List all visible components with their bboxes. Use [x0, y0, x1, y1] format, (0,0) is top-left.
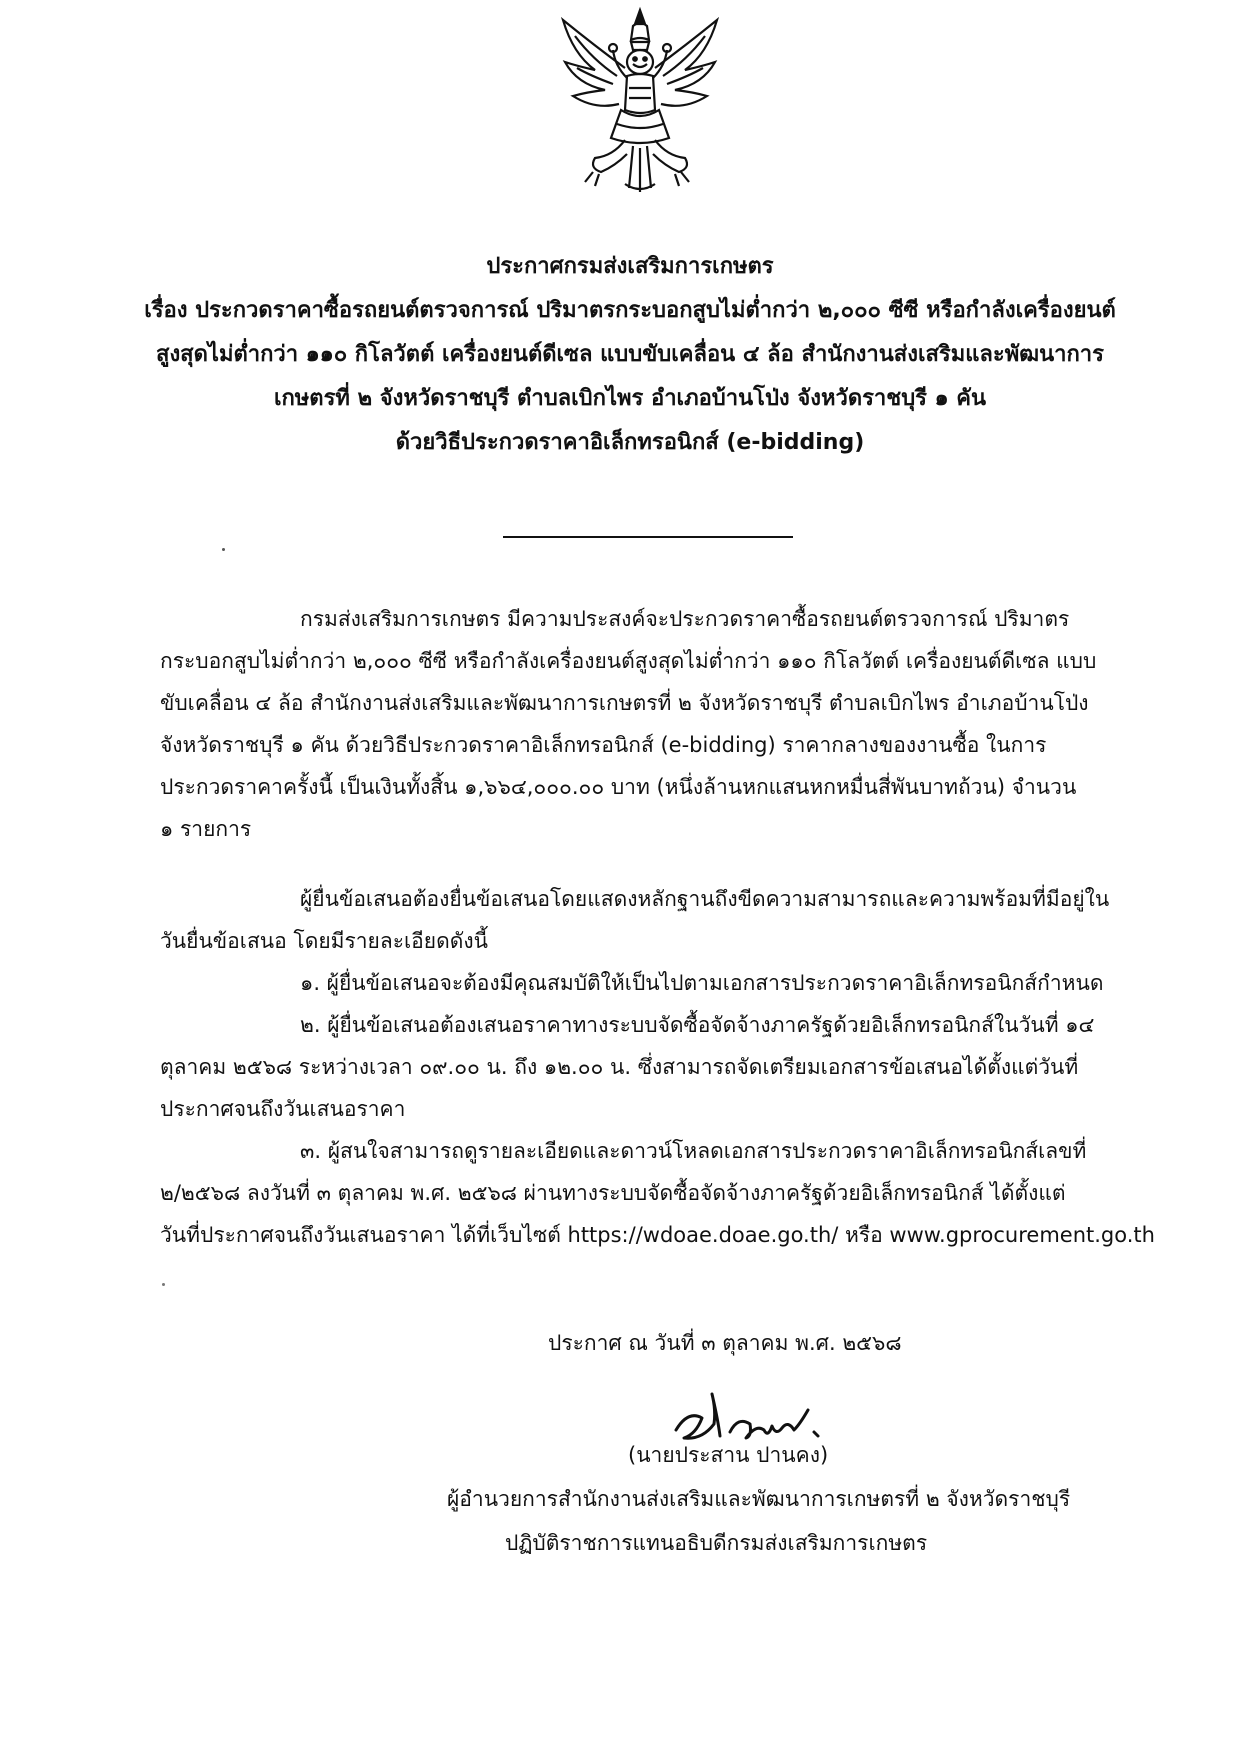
title-divider	[503, 536, 793, 538]
signatory-position: ผู้อำนวยการสำนักงานส่งเสริมและพัฒนาการเกษตรที่ ๒ จังหวัดราชบุรี	[447, 1487, 1071, 1511]
text-line: ๓. ผู้สนใจสามารถดูรายละเอียดและดาวน์โหลดเอกสารประกวดราคาอิเล็กทรอนิกส์เลขที่	[300, 1139, 1087, 1163]
item-2	[160, 1004, 1150, 1130]
subject-line: เรื่อง ประกวดราคาซื้อรถยนต์ตรวจการณ์ ปริมาตรกระบอกสูบไม่ต่ำกว่า ๒,๐๐๐ ซีซี หรือกำลังเครื่องยนต์	[144, 298, 1116, 323]
subject-line: สูงสุดไม่ต่ำกว่า ๑๑๐ กิโลวัตต์ เครื่องยนต์ดีเซล แบบขับเคลื่อน ๔ ล้อ สำนักงานส่งเสริมและพัฒนาการ	[156, 342, 1104, 367]
text-line: ๑. ผู้ยื่นข้อเสนอจะต้องมีคุณสมบัติให้เป็นไปตามเอกสารประกวดราคาอิเล็กทรอนิกส์กำหนด	[300, 971, 1104, 995]
announcement-date: ประกาศ ณ วันที่ ๓ ตุลาคม พ.ศ. ๒๕๖๘	[548, 1331, 902, 1355]
scan-speck	[162, 1283, 165, 1286]
signatory-name: (นายประสาน ปานคง)	[628, 1443, 829, 1467]
text-line: จังหวัดราชบุรี ๑ คัน ด้วยวิธีประกวดราคาอิเล็กทรอนิกส์ (e-bidding) ราคากลางของงานซื้อ ในการ	[160, 733, 1047, 757]
text-line: ประกวดราคาครั้งนี้ เป็นเงินทั้งสิ้น ๑,๖๖๔,๐๐๐.๐๐ บาท (หนึ่งล้านหกแสนหกหมื่นสี่พันบาทถ้วน) จำนวน	[160, 775, 1077, 799]
text-line: ผู้ยื่นข้อเสนอต้องยื่นข้อเสนอโดยแสดงหลักฐานถึงขีดความสามารถและความพร้อมที่มีอยู่ใน	[300, 887, 1110, 911]
text-line: ประกาศจนถึงวันเสนอราคา	[160, 1097, 406, 1121]
signatory-acting-for: ปฏิบัติราชการแทนอธิบดีกรมส่งเสริมการเกษตร	[505, 1531, 928, 1555]
item-1	[160, 962, 1150, 1004]
text-line: กระบอกสูบไม่ต่ำกว่า ๒,๐๐๐ ซีซี หรือกำลังเครื่องยนต์สูงสุดไม่ต่ำกว่า ๑๑๐ กิโลวัตต์ เครื่องยนต์ดีเซล แบบ	[160, 649, 1097, 673]
announcement-title: ประกาศกรมส่งเสริมการเกษตร	[486, 254, 774, 279]
text-line: ๒. ผู้ยื่นข้อเสนอต้องเสนอราคาทางระบบจัดซื้อจัดจ้างภาครัฐด้วยอิเล็กทรอนิกส์ในวันที่ ๑๔	[300, 1013, 1095, 1037]
announcement-subject	[100, 289, 1160, 465]
paragraph-requirements	[160, 878, 1150, 962]
text-line: ๒/๒๕๖๘ ลงวันที่ ๓ ตุลาคม พ.ศ. ๒๕๖๘ ผ่านทางระบบจัดซื้อจัดจ้างภาครัฐด้วยอิเล็กทรอนิกส์ ได้ตั้งแต่	[160, 1181, 1066, 1205]
scan-speck	[222, 548, 225, 551]
subject-line: เกษตรที่ ๒ จังหวัดราชบุรี ตำบลเบิกไพร อำเภอบ้านโป่ง จังหวัดราชบุรี ๑ คัน	[273, 386, 987, 411]
text-line: วันยื่นข้อเสนอ โดยมีรายละเอียดดังนี้	[160, 929, 488, 953]
paragraph-intro	[160, 598, 1150, 850]
text-line: ขับเคลื่อน ๔ ล้อ สำนักงานส่งเสริมและพัฒนาการเกษตรที่ ๒ จังหวัดราชบุรี ตำบลเบิกไพร อำเภอบ้านโป่ง	[160, 691, 1089, 715]
item-3	[160, 1130, 1155, 1256]
text-line: วันที่ประกาศจนถึงวันเสนอราคา ได้ที่เว็บไซต์ https://wdoae.doae.go.th/ หรือ www.gprocurement.go.th	[160, 1223, 1155, 1247]
text-line: ตุลาคม ๒๕๖๘ ระหว่างเวลา ๐๙.๐๐ น. ถึง ๑๒.๐๐ น. ซึ่งสามารถจัดเตรียมเอกสารข้อเสนอได้ตั้งแต่วันที่	[160, 1055, 1079, 1079]
text-line: ๑ รายการ	[160, 817, 252, 841]
text-line: กรมส่งเสริมการเกษตร มีความประสงค์จะประกวดราคาซื้อรถยนต์ตรวจการณ์ ปริมาตร	[300, 607, 1070, 631]
subject-line: ด้วยวิธีประกวดราคาอิเล็กทรอนิกส์ (e-bidding)	[395, 430, 865, 455]
garuda-emblem-icon	[555, 6, 725, 196]
